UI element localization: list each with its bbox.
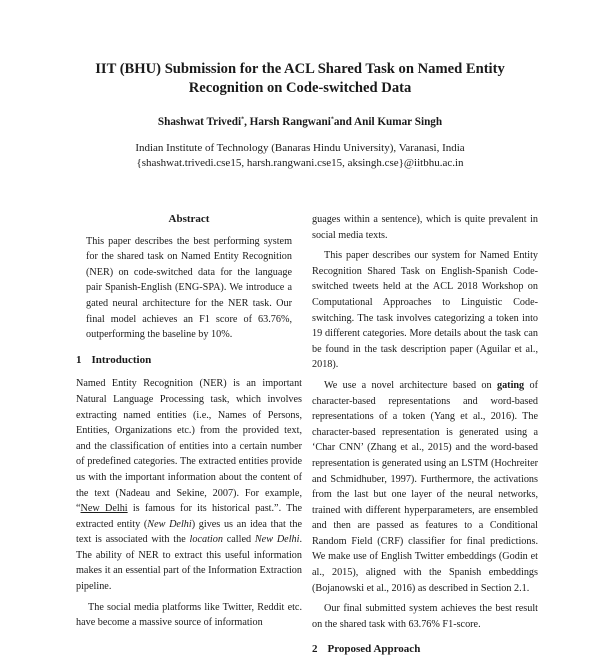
- extracted-entity: New Delhi: [147, 518, 192, 530]
- section-title: Introduction: [91, 353, 152, 366]
- intro-paragraph-2: The social media platforms like Twitter, Reddit etc. have become a massive source of information: [76, 601, 302, 629]
- entity-category: location: [189, 534, 223, 546]
- affiliation-emails: {shashwat.trivedi.cse15, harsh.rangwani.cse15, aksingh.cse}@iitbhu.ac.in: [136, 157, 464, 169]
- keyword-gating: gating: [496, 379, 525, 391]
- intro-paragraph-continued: guages within a sentence), which is quite prevalent in social media texts.: [312, 214, 538, 241]
- intro-paragraph-3: This paper describes our system for Named Entity Recognition Shared Task on English-Spanish Code-switched tweets held at the ACL 2018 Workshop on Computational Approaches to Linguistic Code-switching. The task involves categorizing a token into 19 different categories. More details about the task can be found in the task description paper (Aguilar et al., 2018).: [312, 250, 538, 371]
- intro-paragraph-1: Named Entity Recognition (NER) is an important Natural Language Processing task, which involves extracting named entities (i.e., Names of Persons, Entities, Organizations etc.) from the provided text, and the classification of entities into a certain number of predefined categories. The extracted entities provide us with the important information about the content of the text (Nadeau and Sekine, 2007). For example, “New Delhi is famous for its historical past.”. The extracted entity (New Delhi) gives us an idea that the text is associated with the location called New Delhi. The ability of NER to extract this useful information makes it an essential part of the Information Extraction pipeline.: [76, 378, 303, 593]
- title-line-1: IIT (BHU) Submission for the ACL Shared Task on Named Entity: [95, 61, 505, 77]
- left-column: [76, 212, 302, 631]
- section-heading-introduction: [76, 353, 302, 369]
- right-column: [312, 212, 538, 666]
- author-name: Shashwat Trivedi: [157, 116, 242, 128]
- author-mark: *: [330, 116, 334, 123]
- section-number: 1: [76, 353, 82, 366]
- example-entity-underlined: New Delhi: [80, 503, 128, 515]
- affiliation: [60, 141, 540, 171]
- section-title: Proposed Approach: [327, 643, 421, 656]
- abstract-heading: Abstract: [168, 213, 210, 225]
- author-list: Shashwat Trivedi*, Harsh Rangwani*and Anil Kumar Singh: [157, 116, 443, 128]
- intro-paragraph-4: We use a novel architecture based on gating of character-based representations and word-based representations of a token (Yang et al., 2016). The character-based representation is generated using a ‘Char CNN’ (Zhang et al., 2015) and the word-based representation is generated using an LSTM (Hochreiter and Schmidhuber, 1997). Furthermore, the activations from the last but one layer of the neural networks, trained with different hyperparameters, are ensembled and then are passed as features to a Conditional Random Field (CRF) classifier for final predictions. We make use of English Twitter embeddings (Godin et al., 2015), aligned with the Spanish embeddings (Bojanowski et al., 2016) as described in Section 2.1.: [312, 379, 538, 594]
- affiliation-institution: Indian Institute of Technology (Banaras Hindu University), Varanasi, India: [135, 142, 465, 154]
- author-mark: *: [241, 116, 245, 123]
- section-number: 2: [312, 643, 318, 656]
- abstract-text: This paper describes the best performing system for the shared task on Named Entity Recognition (NER) on code-switched data for the language pair Spanish-English (ENG-SPA). We introduce a gated neural architecture for the NER task. Our final model achieves an F1 score of 63.76%, outperforming the baseline by 10%.: [86, 235, 292, 341]
- paper-title: [60, 60, 540, 98]
- intro-paragraph-5: Our final submitted system achieves the best result on the shared task with 63.76% F1-score.: [312, 603, 538, 630]
- section-heading-proposed-approach: [312, 642, 538, 658]
- title-line-2: Recognition on Code-switched Data: [188, 80, 412, 96]
- entity-name: New Delhi: [254, 534, 300, 546]
- author-name: Anil Kumar Singh: [354, 116, 443, 128]
- author-name: Harsh Rangwani: [249, 116, 331, 128]
